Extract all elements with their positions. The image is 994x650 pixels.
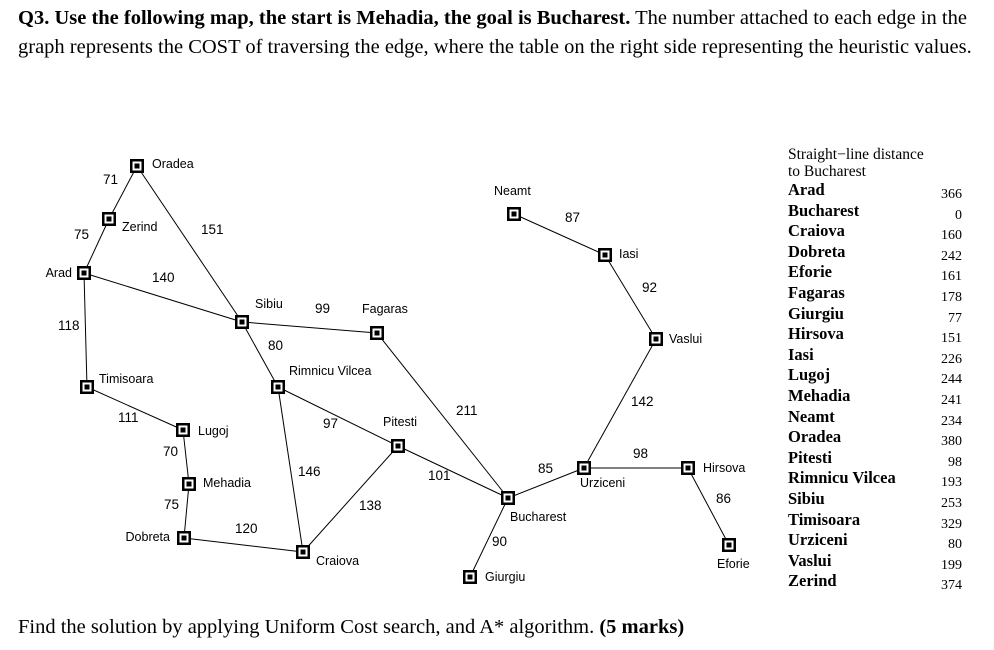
city-label-giurgiu: Giurgiu bbox=[485, 570, 526, 584]
heuristic-row bbox=[788, 468, 968, 489]
heuristic-city: Neamt bbox=[788, 406, 835, 426]
heuristic-row bbox=[788, 201, 968, 222]
heuristic-table bbox=[788, 146, 968, 592]
city-node-lugoj bbox=[176, 423, 190, 437]
heuristic-row bbox=[788, 448, 968, 469]
heuristic-city: Eforie bbox=[788, 262, 832, 282]
cost-label-urziceni-hirsova: 98 bbox=[633, 446, 649, 461]
cost-label-oradea-sibiu: 151 bbox=[201, 222, 224, 237]
road-vaslui-iasi bbox=[605, 255, 656, 339]
heuristic-row bbox=[788, 510, 968, 531]
heuristic-value: 374 bbox=[941, 578, 962, 594]
question-rest: The number attached to each edge in the graph represents the COST of traversing the edge, where the table on the right side representing the heuristic values. bbox=[18, 7, 972, 58]
city-node-iasi bbox=[598, 248, 612, 262]
heuristic-city: Iasi bbox=[788, 344, 814, 364]
heuristic-row bbox=[788, 262, 968, 283]
cost-label-pitesti-bucharest: 101 bbox=[428, 468, 451, 483]
city-node-timisoara bbox=[80, 380, 94, 394]
heuristic-value: 161 bbox=[941, 269, 962, 285]
heuristic-row bbox=[788, 551, 968, 572]
heuristic-value: 380 bbox=[941, 434, 962, 450]
heuristic-city: Sibiu bbox=[788, 488, 825, 508]
heuristic-row bbox=[788, 427, 968, 448]
city-label-timisoara: Timisoara bbox=[99, 372, 154, 386]
heuristic-value: 193 bbox=[941, 475, 962, 491]
heuristic-row bbox=[788, 221, 968, 242]
city-label-fagaras: Fagaras bbox=[362, 302, 408, 316]
heuristic-title-line2: to Bucharest bbox=[788, 163, 866, 180]
city-label-vaslui: Vaslui bbox=[669, 332, 703, 346]
city-label-neamt: Neamt bbox=[494, 184, 531, 198]
city-node-eforie bbox=[722, 538, 736, 552]
city-label-mehadia: Mehadia bbox=[203, 476, 251, 490]
cost-label-fagaras-bucharest: 211 bbox=[456, 403, 478, 418]
city-node-vaslui bbox=[649, 332, 663, 346]
city-label-urziceni: Urziceni bbox=[580, 476, 626, 490]
cost-label-rimnicu-craiova: 146 bbox=[298, 464, 321, 479]
heuristic-row bbox=[788, 304, 968, 325]
heuristic-value: 199 bbox=[941, 557, 962, 573]
heuristic-row bbox=[788, 386, 968, 407]
city-nodes-layer bbox=[77, 159, 736, 584]
heuristic-city: Lugoj bbox=[788, 365, 831, 385]
heuristic-city: Hirsova bbox=[788, 324, 844, 344]
footer-marks: (5 marks) bbox=[599, 616, 685, 638]
heuristic-value: 244 bbox=[941, 372, 962, 388]
heuristic-row bbox=[788, 407, 968, 428]
city-label-eforie: Eforie bbox=[717, 557, 750, 571]
heuristic-value: 329 bbox=[941, 516, 962, 532]
cost-label-iasi-neamt: 87 bbox=[565, 210, 581, 225]
road-iasi-neamt bbox=[514, 214, 605, 255]
cost-label-bucharest-urziceni: 85 bbox=[538, 461, 554, 476]
city-node-craiova bbox=[296, 545, 310, 559]
heuristic-value: 160 bbox=[941, 228, 962, 244]
heuristic-value: 98 bbox=[948, 454, 962, 470]
heuristic-city: Craiova bbox=[788, 221, 845, 241]
heuristic-row bbox=[788, 365, 968, 386]
cost-label-rimnicu-pitesti: 97 bbox=[323, 416, 339, 431]
city-node-giurgiu bbox=[463, 570, 477, 584]
cost-label-zerind-arad: 75 bbox=[74, 227, 90, 242]
city-label-pitesti: Pitesti bbox=[383, 415, 418, 429]
city-label-iasi: Iasi bbox=[619, 247, 639, 261]
heuristic-value: 77 bbox=[948, 310, 962, 326]
heuristic-value: 234 bbox=[941, 413, 962, 429]
heuristic-row bbox=[788, 530, 968, 551]
heuristic-row bbox=[788, 571, 968, 592]
city-node-zerind bbox=[102, 212, 116, 226]
city-node-arad bbox=[77, 266, 91, 280]
cost-label-dobreta-craiova: 120 bbox=[235, 521, 258, 536]
road-craiova-pitesti bbox=[303, 446, 398, 552]
city-label-arad: Arad bbox=[45, 266, 72, 280]
cost-label-timisoara-lugoj: 111 bbox=[118, 410, 139, 425]
city-node-mehadia bbox=[182, 477, 196, 491]
heuristic-row bbox=[788, 242, 968, 263]
city-label-zerind: Zerind bbox=[122, 220, 158, 234]
heuristic-city: Timisoara bbox=[788, 509, 861, 529]
city-label-rimnicu: Rimnicu Vilcea bbox=[289, 364, 372, 378]
city-label-dobreta: Dobreta bbox=[125, 530, 170, 544]
city-label-craiova: Craiova bbox=[316, 554, 360, 568]
cost-label-oradea-zerind: 71 bbox=[103, 172, 119, 187]
heuristic-row bbox=[788, 345, 968, 366]
city-node-sibiu bbox=[235, 315, 249, 329]
heuristic-city: Mehadia bbox=[788, 385, 851, 405]
city-label-bucharest: Bucharest bbox=[510, 510, 567, 524]
heuristic-city: Dobreta bbox=[788, 241, 846, 261]
heuristic-value: 151 bbox=[941, 331, 962, 347]
city-node-oradea bbox=[130, 159, 144, 173]
heuristic-row bbox=[788, 324, 968, 345]
city-label-hirsova: Hirsova bbox=[703, 461, 746, 475]
heuristic-city: Arad bbox=[788, 180, 825, 199]
cost-label-craiova-pitesti: 138 bbox=[359, 498, 382, 513]
cost-label-bucharest-giurgiu: 90 bbox=[492, 534, 508, 549]
heuristic-city: Giurgiu bbox=[788, 303, 844, 323]
road-sibiu-fagaras bbox=[242, 322, 377, 333]
roads-layer bbox=[84, 166, 732, 577]
city-label-lugoj: Lugoj bbox=[198, 424, 229, 438]
city-label-sibiu: Sibiu bbox=[255, 297, 283, 311]
heuristic-value: 0 bbox=[955, 207, 962, 223]
heuristic-city: Pitesti bbox=[788, 447, 832, 467]
city-labels-layer bbox=[46, 157, 750, 584]
cost-label-urziceni-vaslui: 142 bbox=[631, 394, 654, 409]
road-mehadia-dobreta bbox=[184, 484, 189, 538]
heuristic-value: 241 bbox=[941, 392, 962, 408]
city-label-oradea: Oradea bbox=[152, 157, 194, 171]
question-bold: Q3. Use the following map, the start is Mehadia, the goal is Bucharest. bbox=[18, 7, 631, 29]
cost-label-hirsova-eforie: 86 bbox=[716, 491, 732, 506]
city-node-hirsova bbox=[681, 461, 695, 475]
road-pitesti-bucharest bbox=[398, 446, 508, 498]
heuristic-city: Zerind bbox=[788, 571, 837, 591]
heuristic-value: 253 bbox=[941, 495, 962, 511]
road-sibiu-rimnicu bbox=[242, 322, 278, 387]
heuristic-city: Fagaras bbox=[788, 282, 845, 302]
cost-labels-layer bbox=[58, 172, 731, 549]
cost-label-vaslui-iasi: 92 bbox=[642, 280, 658, 295]
cost-label-mehadia-dobreta: 75 bbox=[164, 497, 180, 512]
road-arad-timisoara bbox=[84, 273, 87, 387]
heuristic-value: 366 bbox=[941, 187, 962, 202]
city-node-rimnicu bbox=[271, 380, 285, 394]
heuristic-value: 80 bbox=[948, 537, 962, 553]
heuristic-value: 178 bbox=[941, 289, 962, 305]
heuristic-value: 242 bbox=[941, 248, 962, 264]
heuristic-city: Bucharest bbox=[788, 200, 860, 220]
heuristic-title bbox=[788, 146, 968, 180]
road-hirsova-eforie bbox=[688, 468, 732, 545]
road-dobreta-craiova bbox=[184, 538, 303, 552]
footer-instruction bbox=[18, 613, 918, 641]
heuristic-row bbox=[788, 489, 968, 510]
city-node-dobreta bbox=[177, 531, 191, 545]
city-node-bucharest bbox=[501, 491, 515, 505]
heuristic-city: Urziceni bbox=[788, 530, 848, 550]
city-node-neamt bbox=[507, 207, 521, 221]
heuristic-title-line1: Straight−line distance bbox=[788, 146, 924, 163]
road-lugoj-mehadia bbox=[183, 430, 189, 484]
cost-label-sibiu-fagaras: 99 bbox=[315, 301, 331, 316]
footer-text: Find the solution by applying Uniform Cost search, and A* algorithm. bbox=[18, 616, 600, 638]
city-node-fagaras bbox=[370, 326, 384, 340]
heuristic-city: Rimnicu Vilcea bbox=[788, 468, 896, 488]
cost-label-arad-timisoara: 118 bbox=[58, 318, 80, 333]
city-node-pitesti bbox=[391, 439, 405, 453]
cost-label-lugoj-mehadia: 70 bbox=[163, 444, 179, 459]
cost-label-sibiu-rimnicu: 80 bbox=[268, 338, 284, 353]
heuristic-city: Oradea bbox=[788, 427, 842, 447]
heuristic-row bbox=[788, 283, 968, 304]
road-oradea-sibiu bbox=[137, 166, 242, 322]
heuristic-value: 226 bbox=[941, 351, 962, 367]
cost-label-arad-sibiu: 140 bbox=[152, 270, 175, 285]
heuristic-rows bbox=[788, 180, 968, 592]
heuristic-row bbox=[788, 180, 968, 201]
city-node-urziceni bbox=[577, 461, 591, 475]
heuristic-city: Vaslui bbox=[788, 550, 832, 570]
